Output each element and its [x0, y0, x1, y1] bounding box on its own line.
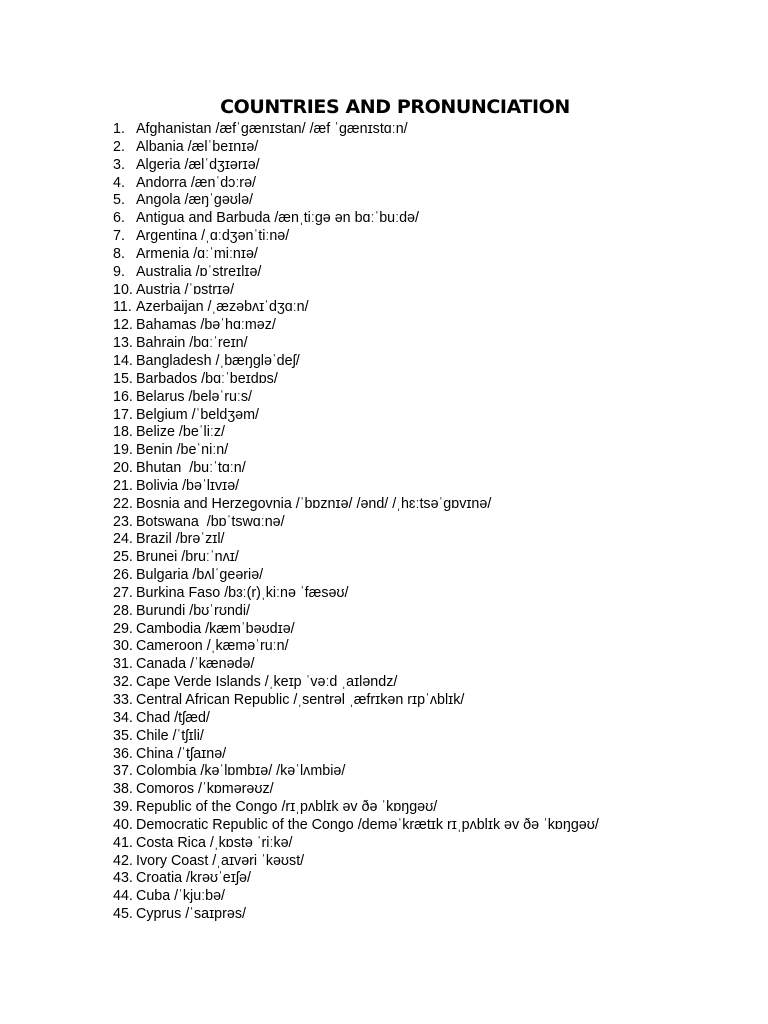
list-item-text: Botswana /bɒˈtswɑːnə/ [136, 513, 285, 530]
list-item-number: 31. [113, 656, 133, 673]
list-item-text: Cyprus /ˈsaɪprəs/ [136, 906, 246, 923]
list-item-number: 34. [113, 709, 133, 726]
list-item-text: Barbados /bɑːˈbeɪdɒs/ [136, 370, 278, 387]
list-item-text: Canada /ˈkænədə/ [136, 656, 255, 673]
page-title: COUNTRIES AND PRONUNCIATION [220, 96, 570, 118]
list-item-number: 10. [113, 281, 133, 298]
list-item-text: Cuba /ˈkjuːbə/ [136, 888, 226, 905]
list-item-text: Bulgaria /bʌlˈgeəriə/ [136, 567, 264, 584]
list-item-number: 8. [113, 245, 125, 262]
list-item-text: Benin /beˈniːn/ [136, 442, 229, 459]
list-item-number: 16. [113, 388, 133, 405]
list-item-text: Brazil /brəˈzɪl/ [136, 531, 225, 548]
list-item-number: 25. [113, 549, 133, 566]
list-item-number: 39. [113, 799, 133, 816]
list-item-text: Costa Rica /ˌkɒstə ˈriːkə/ [136, 834, 293, 851]
list-item-number: 3. [113, 156, 125, 173]
list-item-text: Bosnia and Herzegovnia /ˈbɒznɪə/ /ənd/ /ˌhɛːtsəˈgɒvɪnə/ [136, 495, 492, 512]
list-item-number: 37. [113, 763, 133, 780]
list-item-number: 14. [113, 352, 133, 369]
list-item-number: 28. [113, 602, 133, 619]
list-item-text: Bhutan /buːˈtɑːn/ [136, 460, 246, 477]
list-item-text: Argentina /ˌɑːdʒənˈtiːnə/ [136, 228, 290, 245]
list-item-number: 32. [113, 674, 133, 691]
list-item-text: Cape Verde Islands /ˌkeɪp ˈvəːd ˌaɪləndz/ [136, 674, 398, 691]
list-item-number: 23. [113, 513, 133, 530]
list-item-number: 30. [113, 638, 133, 655]
list-item-text: Burundi /bʊˈrʊndi/ [136, 602, 250, 619]
list-item-number: 38. [113, 781, 133, 798]
list-item-text: Brunei /bruːˈnʌɪ/ [136, 549, 239, 566]
list-item-number: 36. [113, 745, 133, 762]
list-item-number: 17. [113, 406, 133, 423]
list-item-number: 24. [113, 531, 133, 548]
list-item-text: Afghanistan /æfˈgænɪstan/ /æf ˈgænɪstɑːn/ [136, 121, 408, 137]
list-item-number: 35. [113, 727, 133, 744]
list-item-text: Croatia /krəʊˈeɪʃə/ [136, 870, 251, 887]
list-item-number: 4. [113, 174, 125, 191]
list-item-number: 29. [113, 620, 133, 637]
list-item-text: Cameroon /ˌkæməˈruːn/ [136, 638, 289, 655]
list-item-number: 7. [113, 228, 125, 245]
list-item-number: 43. [113, 870, 133, 887]
list-item-text: Algeria /ælˈdʒɪərɪə/ [136, 156, 260, 173]
list-item-text: Australia /ɒˈstreɪlɪə/ [136, 263, 262, 280]
list-item-number: 12. [113, 317, 133, 334]
list-item-number: 13. [113, 335, 133, 352]
list-item-text: Austria /ˈɒstrɪə/ [136, 281, 235, 298]
list-item-number: 41. [113, 834, 133, 851]
list-item-number: 42. [113, 852, 133, 869]
list-item-text: Bahamas /bəˈhɑːməz/ [136, 317, 276, 334]
list-item-number: 26. [113, 567, 133, 584]
list-item-number: 11. [113, 299, 132, 316]
list-item-number: 15. [113, 370, 133, 387]
list-item-text: Ivory Coast /ˌaɪvəri ˈkəʊst/ [136, 852, 305, 869]
list-item-text: Armenia /ɑːˈmiːnɪə/ [136, 245, 258, 262]
list-item-text: Albania /ælˈbeɪnɪə/ [136, 138, 259, 155]
list-item-text: Chile /ˈtʃɪli/ [136, 727, 204, 744]
list-item-text: Belgium /ˈbeldʒəm/ [136, 406, 260, 423]
list-item-text: Bahrain /bɑːˈreɪn/ [136, 335, 248, 352]
list-item-text: Central African Republic /ˌsentrəl ˌæfrɪkən rɪpˈʌblɪk/ [136, 692, 465, 708]
list-item-number: 9. [113, 263, 125, 280]
list-item-text: Bangladesh /ˌbæŋgləˈdeʃ/ [136, 352, 300, 369]
list-item-text: Colombia /kəˈlɒmbɪə/ /kəˈlʌmbiə/ [136, 763, 346, 780]
list-item-number: 2. [113, 138, 125, 155]
list-item-text: Antigua and Barbuda /ænˌtiːgə ən bɑːˈbuːdə/ [136, 210, 419, 227]
list-item-number: 45. [113, 906, 133, 923]
list-item-number: 19. [113, 442, 133, 459]
list-item-number: 44. [113, 888, 133, 905]
list-item-number: 22. [113, 495, 133, 512]
list-item-text: China /ˈtʃaɪnə/ [136, 745, 227, 762]
list-item-number: 6. [113, 210, 125, 227]
list-item-number: 33. [113, 692, 133, 708]
list-item-number: 21. [113, 477, 133, 494]
list-item-number: 18. [113, 424, 133, 441]
list-item-text: Andorra /ænˈdɔːrə/ [136, 174, 256, 191]
list-item-text: Democratic Republic of the Congo /deməˈkrætɪk rɪˌpʌblɪk əv ðə ˈkɒŋgəʊ/ [136, 816, 599, 833]
list-item-text: Angola /æŋˈgəʊlə/ [136, 192, 254, 209]
list-item-text: Cambodia /kæmˈbəʊdɪə/ [136, 620, 295, 637]
list-item-text: Republic of the Congo /rɪˌpʌblɪk əv ðə ˈkɒŋgəʊ/ [136, 799, 438, 816]
list-item-number: 20. [113, 460, 133, 477]
list-item-number: 40. [113, 816, 133, 833]
list-item-number: 1. [113, 121, 125, 137]
list-item-text: Azerbaijan /ˌæzəbʌɪˈdʒɑːn/ [136, 299, 309, 316]
list-item-text: Belize /beˈliːz/ [136, 424, 225, 441]
list-item-text: Comoros /ˈkɒmərəʊz/ [136, 781, 274, 798]
list-item-number: 27. [113, 584, 133, 601]
list-item-text: Burkina Faso /bɜː(r)ˌkiːnə ˈfæsəʊ/ [136, 584, 349, 601]
list-item-number: 5. [113, 192, 125, 209]
list-item-text: Belarus /beləˈruːs/ [136, 388, 253, 405]
list-item-text: Chad /tʃæd/ [136, 709, 210, 726]
list-item-text: Bolivia /bəˈlɪvɪə/ [136, 477, 240, 494]
